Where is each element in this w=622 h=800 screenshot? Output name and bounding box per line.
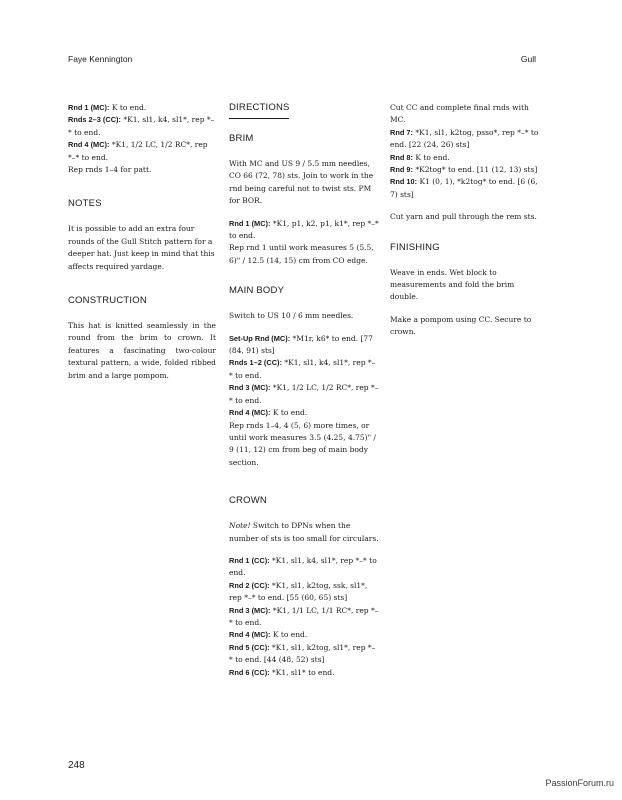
construction-heading: CONSTRUCTION xyxy=(68,295,147,307)
round-line: Rnd 6 (CC): *K1, sl1* to end. xyxy=(229,667,335,677)
brim-rounds: Rnd 1 (MC): *K1, p1, k2, p1, k1*, rep *–* to end. Rep rnd 1 until work measures 5 (5.5, 6)" / 12.5 (14, 15) cm from CO edge. xyxy=(229,218,379,265)
round-line: Rnd 4 (MC): K to end. xyxy=(229,408,308,418)
round-line: Rnd 3 (MC): *K1, 1/1 LC, 1/1 RC*, rep *–* to end. xyxy=(229,605,379,627)
crown-rounds xyxy=(229,555,379,679)
stitch-pattern-rounds xyxy=(68,102,216,176)
round-line: Rep rnds 1–4, 4 (5, 6) more times, or until work measures 3.5 (4.25, 4.75)" / 9 (11, 12) cm from beg of main body section. xyxy=(229,420,376,467)
construction-text: This hat is knitted seamlessly in the round from the brim to crown. It features a fascinating two-colour textural pattern, a wide, folded ribbed brim and a large pompom. xyxy=(68,321,216,380)
round-line: Rnd 2 (CC): *K1, sl1, k2tog, ssk, sl1*, rep *–* to end. [55 (60, 65) sts] xyxy=(229,580,368,603)
pattern-title: Gull xyxy=(520,54,536,64)
crown-heading: CROWN xyxy=(229,495,267,507)
round-line: Rnds 2–3 (CC): *K1, sl1, k4, sl1*, rep *–* to end. xyxy=(68,115,215,137)
final-rounds: Cut CC and complete final rnds with MC. Rnd 7: *K1, sl1, k2tog, psso*, rep *–* to end. [22 (24, 26) sts] Rnd 8: K to end. Rnd 9: *K2tog* to end. [11 (12, 13) sts] Rnd 10: K1 (0, 1), *k2tog* to end. [6 (6, 7) sts] xyxy=(390,102,540,201)
crown-note: Note! Switch to DPNs when the number of sts is too small for circulars. xyxy=(229,521,379,543)
round-line: Rnds 1–2 (CC): *K1, sl1, k4, sl1*, rep *–* to end. xyxy=(229,358,376,380)
column-2 xyxy=(229,102,379,689)
brim-text: With MC and US 9 / 5.5 mm needles, CO 66 (72, 78) sts. Join to work in the rnd being careful not to twist sts. PM for BOR. xyxy=(229,159,374,206)
round-line: Rnd 5 (CC): *K1, sl1, k2tog, sl1*, rep *–* to end. [44 (48, 52) sts] xyxy=(229,642,376,665)
round-line: Rnd 9: *K2tog* to end. [11 (12, 13) sts] xyxy=(390,165,538,175)
cut-yarn-text: Cut yarn and pull through the rem sts. xyxy=(390,212,537,222)
round-line: Rep rnds 1–4 for patt. xyxy=(68,165,152,175)
main-body-rounds xyxy=(229,333,379,469)
round-line: Rnd 3 (MC): *K1, 1/2 LC, 1/2 RC*, rep *–* to end. xyxy=(229,383,379,405)
column-3 xyxy=(390,102,540,349)
finishing-heading: FINISHING xyxy=(390,241,440,253)
round-line: Rnd 7: *K1, sl1, k2tog, psso*, rep *–* to end. [22 (24, 26) sts] xyxy=(390,127,539,150)
directions-heading: DIRECTIONS xyxy=(229,102,289,119)
round-line: Rnd 4 (MC): K to end. xyxy=(229,630,308,640)
brim-heading: BRIM xyxy=(229,133,254,144)
main-body-text: Switch to US 10 / 6 mm needles. xyxy=(229,311,354,321)
round-line: Rnd 10: K1 (0, 1), *k2tog* to end. [6 (6, 7) sts] xyxy=(390,177,538,199)
notes-heading: NOTES xyxy=(68,198,102,210)
notes-text: It is possible to add an extra four rounds of the Gull Stitch pattern for a deeper hat. Just keep in mind that this affects required yardage. xyxy=(68,224,215,271)
round-line: Rnd 8: K to end. xyxy=(390,152,450,162)
author-name: Faye Kennington xyxy=(68,54,133,64)
round-line: Rnd 1 (CC): *K1, sl1, k4, sl1*, rep *–* to end. xyxy=(229,555,377,578)
round-line: Rnd 1 (MC): K to end. xyxy=(68,103,147,112)
round-line: Set-Up Rnd (MC): *M1r, k6* to end. [77 (84, 91) sts] xyxy=(229,333,373,356)
finishing-text-2: Make a pompom using CC. Secure to crown. xyxy=(390,314,532,337)
round-line: Rnd 4 (MC): *K1, 1/2 LC, 1/2 RC*, rep *–* to end. xyxy=(68,140,208,162)
watermark: PassionForum.ru xyxy=(545,778,614,788)
page-number: 248 xyxy=(68,760,85,771)
finishing-text-1: Weave in ends. Wet block to measurements and fold the brim double. xyxy=(390,267,515,302)
column-1 xyxy=(68,102,216,392)
main-body-heading: MAIN BODY xyxy=(229,285,285,297)
